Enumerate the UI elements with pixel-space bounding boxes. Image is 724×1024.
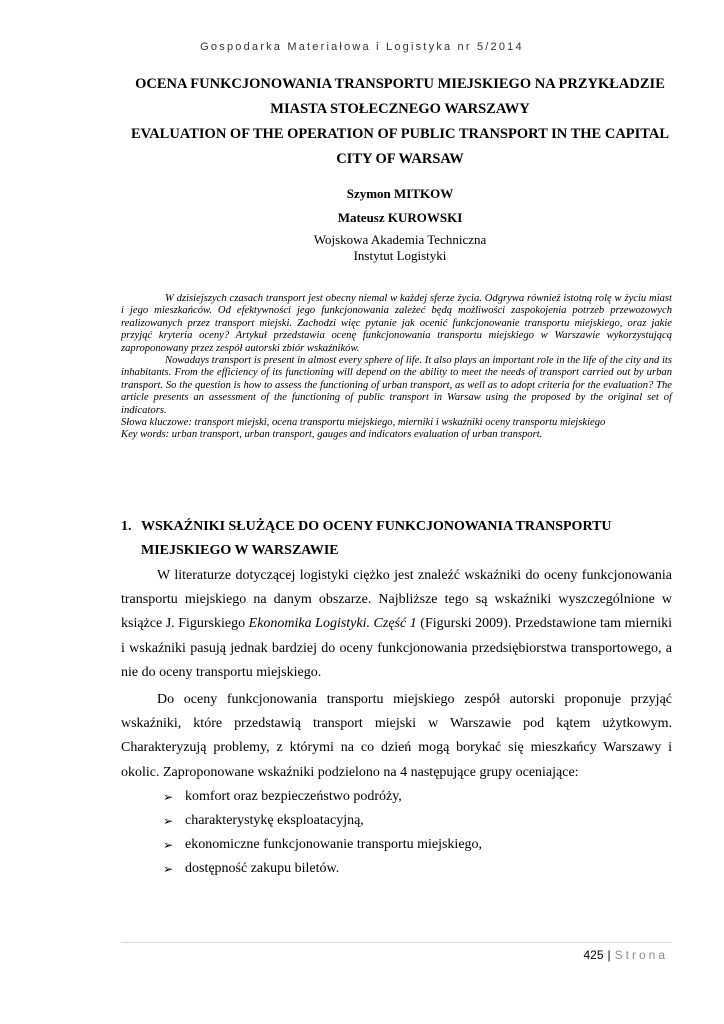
abstract-polish: W dzisiejszych czasach transport jest obecny niemal w każdej sferze życia. Odgrywa również istotną rolę w życiu miast i jego mieszkańców. Od efektywności jego funkcjonowania zależeć będą możliwości zaspokojenia potrzeb przewozowych realizowanych przez transport miejski. Zachodzi więc pytanie jak ocenić funkcjonowanie transportu miejskiego, oraz jakie przyjąć kryteria oceny? Artykuł przedstawia ocenę funkcjonowania transportu miejskiego w Warszawie wykorzystującą zaproponowany przez zespół autorski zbiór wskaźników. bbox=[121, 293, 672, 354]
keywords-polish: Słowa kluczowe: transport miejski, ocena transportu miejskiego, mierniki i wskaźniki oceny transportu miejskiego bbox=[121, 417, 606, 429]
paragraph-1 bbox=[121, 564, 672, 685]
article-title bbox=[110, 72, 690, 172]
title-line-en-2: CITY OF WARSAW bbox=[336, 151, 464, 167]
affiliation-institution: Wojskowa Akademia Techniczna bbox=[313, 232, 487, 247]
abstract bbox=[121, 293, 672, 442]
affiliation bbox=[110, 232, 690, 264]
page-footer bbox=[583, 948, 668, 962]
page-label: Strona bbox=[614, 948, 668, 962]
paragraph-1-text-a: W literaturze dotyczącej logistyki ciężko jest znaleźć wskaźniki do oceny funkcjonowania transportu miejskiego na danym obszarze. Najbliższe tego są wskaźniki wyszczególnione w książce J. Figurskiego bbox=[121, 568, 672, 632]
author-name: Szymon MITKOW bbox=[346, 186, 454, 201]
list-item-text: dostępność zakupu biletów. bbox=[185, 861, 340, 877]
author-list bbox=[110, 182, 690, 230]
section-heading-line-2: MIEJSKIEGO W WARSZAWIE bbox=[141, 543, 339, 558]
section-heading bbox=[121, 515, 681, 563]
footer-separator: | bbox=[607, 948, 611, 962]
author-name: Mateusz KUROWSKI bbox=[337, 210, 463, 225]
section-heading-line-1: WSKAŹNIKI SŁUŻĄCE DO OCENY FUNKCJONOWANIA TRANSPORTU bbox=[141, 519, 612, 534]
arrow-bullet-icon: ➢ bbox=[163, 862, 174, 877]
page-number: 425 bbox=[583, 948, 604, 962]
affiliation-department: Instytut Logistyki bbox=[353, 248, 447, 263]
arrow-bullet-icon: ➢ bbox=[163, 814, 174, 829]
arrow-bullet-icon: ➢ bbox=[163, 789, 174, 804]
title-line-pl-2: MIASTA STOŁECZNEGO WARSZAWY bbox=[270, 101, 530, 117]
list-item bbox=[121, 809, 672, 833]
arrow-bullet-icon: ➢ bbox=[163, 838, 174, 853]
list-item-text: charakterystykę eksploatacyjną, bbox=[185, 813, 364, 829]
paragraph-2: Do oceny funkcjonowania transportu miejskiego zespół autorski proponuje przyjąć wskaźniki, które przedstawią transport miejski w Warszawie pod kątem użytkowym. Charakteryzują problemy, z którymi na co dzień mogą borykać się mieszkańcy Warszawy i okolic. Zaproponowane wskaźniki podzielono na 4 następujące grupy oceniające: bbox=[121, 692, 672, 780]
list-item-text: komfort oraz bezpieczeństwo podróży, bbox=[185, 788, 402, 804]
title-line-en-1: EVALUATION OF THE OPERATION OF PUBLIC TRANSPORT IN THE CAPITAL bbox=[130, 126, 670, 142]
title-line-pl-1: OCENA FUNKCJONOWANIA TRANSPORTU MIEJSKIEGO NA PRZYKŁADZIE bbox=[135, 76, 665, 92]
journal-header: Gospodarka Materiałowa i Logistyka nr 5/2014 bbox=[200, 41, 524, 53]
abstract-english: Nowadays transport is present in almost every sphere of life. It also plays an important role in the life of the city and its inhabitants. From the efficiency of its functioning will depend on the ability to meet the needs of transport carried out by urban transport. So the question is how to assess the functioning of urban transport, as well as to adopt criteria for the evaluation? The article presents an assessment of the functioning of public transport in Warsaw using the proposed by the original set of indicators. bbox=[121, 355, 672, 416]
list-item-text: ekonomiczne funkcjonowanie transportu miejskiego, bbox=[185, 837, 483, 853]
indicator-group-list bbox=[121, 785, 672, 882]
keywords-english: Key words: urban transport, urban transport, gauges and indicators evaluation of urban transport. bbox=[121, 429, 543, 441]
list-item bbox=[121, 785, 672, 809]
paragraph-1-text-b: (Figurski 2009). Przedstawione tam mierniki i wskaźniki pasują jednak bardziej do oceny funkcjonowania przedsiębiorstwa transportowego, a nie do oceny transportu miejskiego. bbox=[121, 616, 673, 680]
footer-divider bbox=[121, 942, 672, 943]
list-item bbox=[121, 833, 672, 857]
list-item bbox=[121, 857, 672, 881]
book-title: Ekonomika Logistyki. Część 1 bbox=[248, 616, 417, 632]
section-number: 1. bbox=[121, 519, 132, 534]
section-body bbox=[121, 564, 672, 882]
